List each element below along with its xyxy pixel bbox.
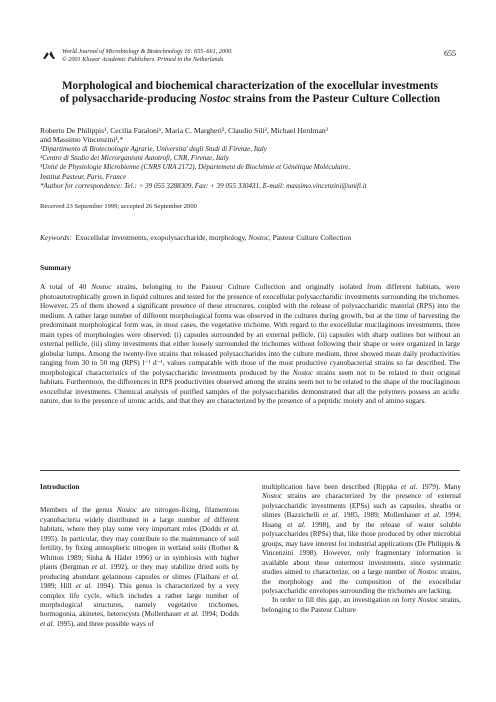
title-genus: Nostoc [198, 93, 231, 105]
intro-text: Members of the genus [40, 506, 117, 515]
intro-etal: et al. [287, 520, 306, 529]
intro-text: 1994). This genus is characterized by a very complex life cycle, which includes a rather large number of morphological structures, namely vegetative trichomes, hormogonia, akinetes, heterocysts (Mollenhauer [40, 582, 240, 619]
affiliation-2: ²Centro di Studio dei Microrganismi Autotrofi, CNR, Firenze, Italy [40, 154, 229, 163]
intro-text: 1992), or they may stabilize dried soils by producing abundant gelatinous capsules or slimes (Flaibani [40, 563, 239, 581]
summary-genus: Nostoc [91, 282, 112, 291]
intro-paragraph-2 [262, 596, 461, 615]
summary-genus: Nostoc [292, 367, 314, 377]
intro-text: strains are characterized by the presence of external polysaccharidic investments (EPSs) such as capsules, sheaths or slimes (Bazzichelli [262, 492, 461, 520]
intro-text: In order to fill this gap, an investigation on forty [272, 596, 418, 605]
page-number: 655 [444, 49, 456, 58]
affiliations [40, 145, 460, 191]
intro-etal: et al. [424, 511, 441, 520]
journal-citation: World Journal of Microbiology & Biotechnology 16: 655–661, 2000. [62, 48, 233, 55]
intro-right-column [262, 483, 461, 615]
keywords [40, 233, 460, 242]
keywords-text: , Pasteur Culture Collection [268, 233, 352, 242]
intro-etal: et al. [75, 582, 93, 591]
intro-genus: Nostoc [116, 506, 137, 515]
intro-etal: et al. [91, 563, 108, 572]
intro-genus: Nostoc [262, 492, 283, 501]
article-title [40, 80, 460, 106]
keywords-text: Exocellular investments, exopolysaccharide, morphology, [75, 233, 249, 242]
introduction-heading: Introduction [40, 483, 80, 491]
intro-etal: et al. [40, 619, 55, 628]
intro-text: 1998), and by the release of water soluble polysaccharides (RPSs) that, like those produced by other microbial groups, may have interest for industrial applications (De Philippis & Vincenzini 1998). However, only fragmentary information is available about these outermost investments, since systematic studies aimed to characterize, on a large number of [262, 520, 461, 577]
keywords-genus: Nostoc [248, 233, 269, 242]
intro-text: are nitrogen-fixing, filamentous cyanobacteria widely distributed in a large number of different habitats, where they play some very important roles (Dodds [40, 506, 239, 534]
intro-text: 1985, 1989; Mollenhauer [339, 511, 425, 520]
intro-paragraph-1-cont [262, 483, 461, 596]
intro-text: strains, the morphology and the composition of the exocellular polysaccharidic envelopes surrounding the trichomes are lacking. [262, 568, 462, 595]
intro-text: strains, belonging to the Pasteur Culture [262, 596, 461, 614]
intro-etal: et al. [400, 483, 418, 491]
intro-genus: Nostoc [417, 596, 439, 605]
journal-header [62, 48, 233, 63]
intro-text: multiplication have been described (Rippka [262, 483, 401, 491]
affiliation-3: ³Unité de Physiologie Microbienne (CNRS URA 2172), Département de Biochimie et Génétique Moléculaire, [40, 163, 350, 172]
intro-text: 1994; Huang [262, 511, 462, 529]
intro-text: 1995), and three possible ways of [54, 619, 154, 628]
affiliation-3-cont: Institut Pasteur, Paris, France [40, 172, 127, 181]
intro-genus: Nostoc [417, 568, 438, 577]
intro-text: 1994; Dodds [198, 610, 239, 619]
intro-paragraph-1 [40, 506, 239, 629]
summary-paragraph [40, 282, 460, 406]
title-text: of polysaccharide-producing [59, 93, 199, 105]
section-divider [40, 470, 460, 471]
intro-text: 1979). Many [417, 483, 461, 491]
title-line-1: Morphological and biochemical characterization of the exocellular investments [61, 80, 439, 92]
intro-etal: et al. [223, 572, 239, 581]
copyright-line: © 2001 Kluwer Academic Publishers. Printed in the Netherlands. [62, 55, 225, 63]
summary-body [40, 282, 460, 406]
intro-etal: et al. [323, 511, 340, 520]
received-dates: Received 23 September 1999; accepted 26 September 2000 [40, 203, 197, 210]
publisher-logo-icon [42, 49, 56, 61]
summary-text: strains, belonging to the Pasteur Culture Collection and originally isolated from different habitats, were photoautotrophically grown in liquid cultures and tested for the presence of exocellular polysaccharidic investments surrounding the trichomes. However, 25 of them showed a significant presence of these structures, coupled with the release of polysaccharidic material (RPS) into the medium. A rather large number of different morphological forms was observed in the cultures during growth, but at the time of harvesting the predominant morphological form was, in most cases, the vegetative trichome. With regard to the exocellular mucilaginous investments, three main types of morphologies were observed: (i) capsules surrounded by an external pellicle, (ii) capsules with sharp outlines but without an external pellicle, (iii) slimy investments that either loosely surrounded the trichomes without following their shape or were organized in large globular lumps. Among the twenty-five strains that released polysaccharides into the culture medium, three showed mean daily productivities ranging from 30 to 50 mg (RPS) l⁻¹ d⁻¹, values comparable with those of the most productive cyanobacterial strains so far described. The morphological characteristics of the polysaccharidic investments produced by the [40, 282, 460, 377]
keywords-label: Keywords: [40, 233, 72, 242]
intro-etal: et al. [183, 610, 199, 619]
authors-line-1: Roberto De Philippis¹, Cecilia Faraloni¹, Maria C. Margheri², Claudio Sili², Michael Herdman³ [40, 126, 328, 135]
intro-left-column [40, 483, 239, 629]
title-text: strains from the Pasteur Culture Collection [230, 93, 441, 105]
affiliation-1: ¹Dipartimento di Biotecnologie Agrarie, Universita' degli Studi di Firenze, Italy [40, 145, 267, 153]
intro-text: 1989; Hill [40, 582, 76, 591]
intro-etal: et al. [223, 525, 239, 534]
summary-text: A total of 40 [40, 282, 92, 291]
title-line-2 [40, 93, 460, 106]
summary-heading: Summary [40, 263, 72, 272]
correspondence: *Author for correspondence: Tel.: + 39 055 3288309, Fax: + 39 055 330431, E-mail: massimo.vincenzini@unifi.it [40, 181, 367, 190]
summary-text: strains seem not to be related to their original habitats. Furthermore, the differences in RPS productivities observed among the strains seem not to be related to the shape of the mucilaginous exocellular investments. Chemical analysis of purified samples of the polysaccharides demonstrated that all the polymers possess an acidic nature, due to the presence of uronic acids, and that they are characterized by the presence of a peptidic moiety and of amino sugars. [40, 367, 460, 405]
authors-line-2: and Massimo Vincenzini¹,* [40, 135, 124, 145]
intro-text: 1995). In particular, they may contribute to the maintenance of soil fertility, by fixing atmospheric nitrogen in wetland soils (Rother & Whitton 1989; Sinha & Häder 1996) or in symbiosis with higher plants (Bergman [40, 534, 239, 572]
author-list [40, 126, 460, 145]
